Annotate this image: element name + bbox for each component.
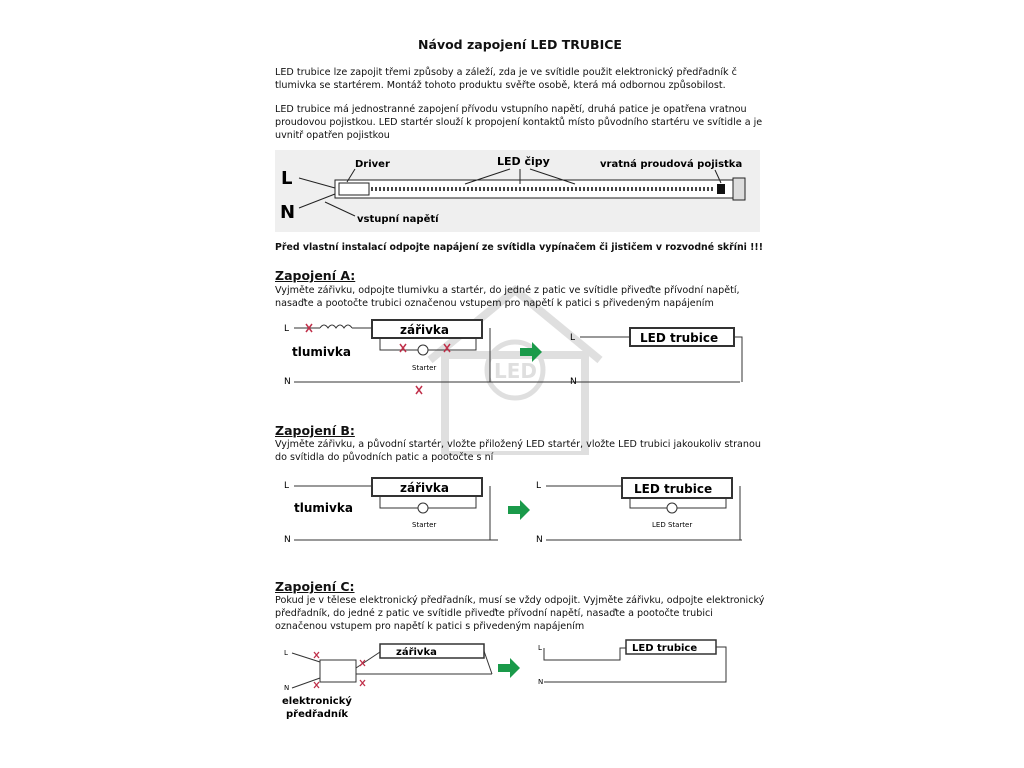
svg-text:zářivka: zářivka xyxy=(400,323,450,337)
svg-text:L: L xyxy=(538,644,542,652)
svg-text:elektronický: elektronický xyxy=(282,696,352,707)
svg-text:L: L xyxy=(570,333,576,343)
label-fuse: vratná proudová pojistka xyxy=(600,159,743,170)
svg-text:zářivka: zářivka xyxy=(400,481,450,495)
label-L: L xyxy=(281,168,293,189)
svg-text:N: N xyxy=(284,684,290,692)
label-input-voltage: vstupní napětí xyxy=(357,214,439,225)
led-tube-diagram xyxy=(275,150,760,232)
svg-text:L: L xyxy=(284,481,290,491)
svg-text:LED trubice: LED trubice xyxy=(632,643,698,654)
svg-text:N: N xyxy=(570,377,577,387)
svg-text:L: L xyxy=(284,324,290,334)
section-c-text: Pokud je v tělese elektronický předřadník, musí se vždy odpojit. Vyjměte zářivku, odpojte elektronický předřadník, do jedné z patic ve svítidle přiveďte přívodní napětí, nasaďte a pootočte trubici označenou vstupem pro napětí k patici s přivedeným napájením xyxy=(275,595,765,632)
svg-text:Starter: Starter xyxy=(412,364,437,372)
label-driver: Driver xyxy=(355,159,390,170)
svg-text:Starter: Starter xyxy=(412,521,437,529)
intro-paragraph-1: LED trubice lze zapojit třemi způsoby a záleží, zda je ve svítidle použit elektronický předřadník č tlumivka se startérem. Montáž tohoto produktu svěřte osobě, která má odbornou způsobilost. xyxy=(275,67,737,91)
svg-text:předřadník: předřadník xyxy=(286,709,349,720)
diagram-c xyxy=(280,638,750,723)
svg-text:N: N xyxy=(284,535,291,545)
svg-text:LED trubice: LED trubice xyxy=(634,482,713,496)
intro-paragraph-2: LED trubice má jednostranné zapojení přívodu vstupního napětí, druhá patice je opatřena vratnou proudovou pojistkou. LED startér slouží k propojení kontaktů místo původního startéru ve svítidle a je uvnitř opatřen pojistkou xyxy=(275,104,763,141)
svg-text:LED: LED xyxy=(494,359,538,383)
svg-text:tlumivka: tlumivka xyxy=(292,345,351,359)
section-a-heading: Zapojení A: xyxy=(275,268,356,283)
svg-text:zářivka: zářivka xyxy=(396,647,437,658)
section-a-text: Vyjměte zářivku, odpojte tlumivku a startér, do jedné z patic ve svítidle přiveďte přívodní napětí, nasaďte a pootočte trubici označenou vstupem pro napětí k patici s přivedeným napájením xyxy=(275,285,740,309)
svg-text:L: L xyxy=(284,649,288,657)
section-b-heading: Zapojení B: xyxy=(275,423,355,438)
svg-text:LED Starter: LED Starter xyxy=(652,521,693,529)
section-c-heading: Zapojení C: xyxy=(275,579,355,594)
svg-text:N: N xyxy=(536,535,543,545)
safety-warning: Před vlastní instalací odpojte napájení ze svítidla vypínačem či jističem v rozvodné skříni !!! xyxy=(275,242,763,253)
diagram-b xyxy=(280,470,750,550)
svg-text:tlumivka: tlumivka xyxy=(294,501,353,515)
svg-text:N: N xyxy=(284,377,291,387)
section-b-text: Vyjměte zářivku, a původní startér, vložte přiložený LED startér, vložte LED trubici jakoukoliv stranou do svítidla do původních patic a pootočte s ní xyxy=(275,439,761,463)
diagram-a xyxy=(280,312,750,402)
svg-text:N: N xyxy=(538,678,544,686)
page-title: Návod zapojení LED TRUBICE xyxy=(418,37,622,52)
label-N: N xyxy=(280,202,296,223)
svg-text:L: L xyxy=(536,481,542,491)
svg-text:LED trubice: LED trubice xyxy=(640,331,719,345)
label-led-chips: LED čipy xyxy=(497,155,550,168)
